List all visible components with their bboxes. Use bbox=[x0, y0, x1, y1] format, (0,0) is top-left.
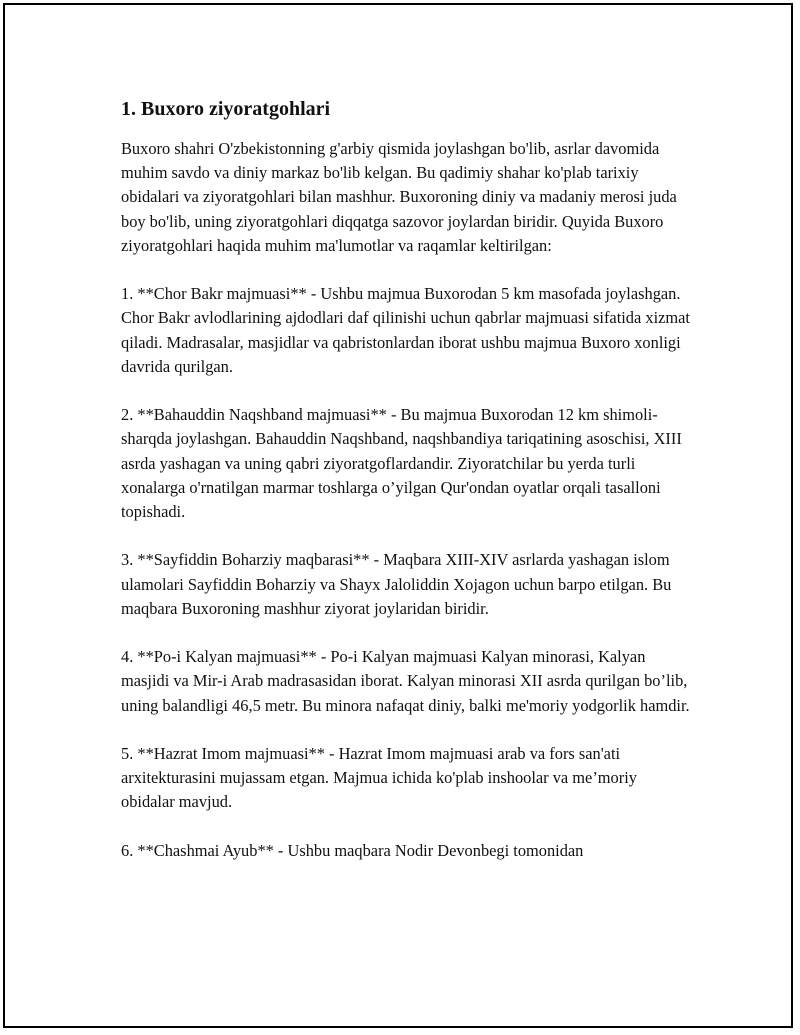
list-item-sayfiddin-boharziy: 3. **Sayfiddin Boharziy maqbarasi** - Maqbara XIII-XIV asrlarda yashagan islom ulamolari Sayfiddin Boharziy va Shayx Jaloliddin Xojagon uchun barpo etilgan. Bu maqbara Buxoroning mashhur ziyorat joylaridan biridir. bbox=[121, 550, 672, 618]
intro-paragraph: Buxoro shahri O'zbekistonning g'arbiy qismida joylashgan bo'lib, asrlar davomida muhim savdo va diniy markaz bo'lib kelgan. Bu qadimiy shahar ko'plab tarixiy obidalari va ziyoratgohlari bilan mashhur. Buxoroning diniy va madaniy merosi juda boy bo'lib, uning ziyoratgohlari diqqatga sazovor joylardan biridir. Quyida Buxoro ziyoratgohlari haqida muhim ma'lumotlar va raqamlar keltirilgan: bbox=[121, 139, 677, 255]
document-page bbox=[3, 3, 793, 1028]
section-heading: 1. Buxoro ziyoratgohlari bbox=[121, 98, 331, 120]
document-content bbox=[121, 95, 691, 887]
list-item-hazrat-imom: 5. **Hazrat Imom majmuasi** - Hazrat Imom majmuasi arab va fors san'ati arxitekturasini mujassam etgan. Majmua ichida ko'plab inshoolar va me’moriy obidalar mavjud. bbox=[121, 744, 637, 812]
list-item-po-i-kalyan: 4. **Po-i Kalyan majmuasi** - Po-i Kalyan majmuasi Kalyan minorasi, Kalyan masjidi va Mir-i Arab madrasasidan iborat. Kalyan minorasi XII asrda qurilgan bo’lib, uning balandligi 46,5 metr. Bu minora nafaqat diniy, balki me'moriy yodgorlik hamdir. bbox=[121, 647, 690, 715]
list-item-bahauddin-naqshband: 2. **Bahauddin Naqshband majmuasi** - Bu majmua Buxorodan 12 km shimoli-sharqda joylashgan. Bahauddin Naqshband, naqshbandiya tariqatining asoschisi, XIII asrda yashagan va uning qabri ziyoratgoflardandir. Ziyoratchilar bu yerda turli xonalarga o'rnatilgan marmar toshlarga o’yilgan Qur'ondan oyatlar orqali tasalloni topishadi. bbox=[121, 405, 682, 522]
list-item-chashmai-ayub: 6. **Chashmai Ayub** - Ushbu maqbara Nodir Devonbegi tomonidan bbox=[121, 840, 584, 860]
list-item-chor-bakr: 1. **Chor Bakr majmuasi** - Ushbu majmua Buxorodan 5 km masofada joylashgan. Chor Bakr avlodlarining ajdodlari daf qilinishi uchun qabrlar majmuasi sifatida xizmat qiladi. Madrasalar, masjidlar va qabristonlardan iborat ushbu majmua Buxoro xonligi davrida qurilgan. bbox=[121, 284, 690, 376]
